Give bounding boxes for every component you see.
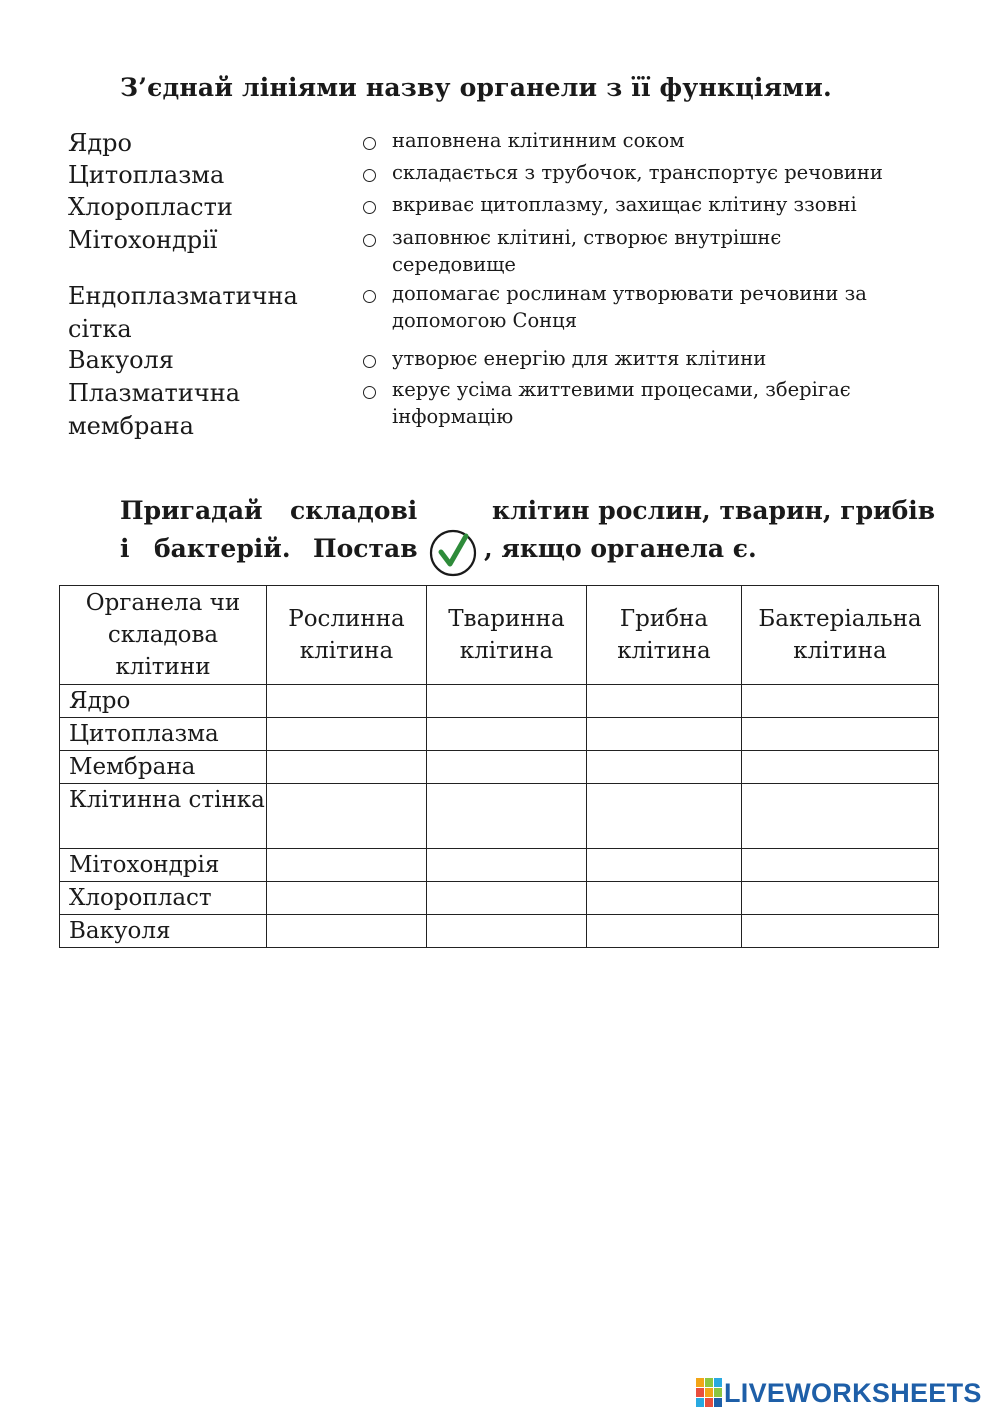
organelle-table xyxy=(59,585,939,948)
answer-cell[interactable] xyxy=(587,882,742,915)
answer-cell[interactable] xyxy=(427,882,587,915)
table-row xyxy=(60,718,939,751)
bullet-circle-icon[interactable] xyxy=(363,386,376,399)
table-row xyxy=(60,882,939,915)
function-item: наповнена клітинним соком xyxy=(392,129,685,152)
answer-cell[interactable] xyxy=(427,784,587,849)
bullet-circle-icon[interactable] xyxy=(363,169,376,182)
table-row xyxy=(60,751,939,784)
answer-cell[interactable] xyxy=(587,784,742,849)
header-organelle: Органела чи складова клітини xyxy=(60,586,267,685)
footer-brand xyxy=(696,1375,982,1411)
answer-cell[interactable] xyxy=(427,718,587,751)
answer-cell[interactable] xyxy=(267,849,427,882)
task2-word: клітин рослин, тварин, грибів xyxy=(492,496,936,525)
bullet-circle-icon[interactable] xyxy=(363,234,376,247)
answer-cell[interactable] xyxy=(587,751,742,784)
table-row xyxy=(60,685,939,718)
bullet-circle-icon[interactable] xyxy=(363,290,376,303)
function-item: складається з трубочок, транспортує речовини xyxy=(392,161,883,184)
answer-cell[interactable] xyxy=(427,685,587,718)
answer-cell[interactable] xyxy=(587,849,742,882)
answer-cell[interactable] xyxy=(587,915,742,948)
answer-cell[interactable] xyxy=(742,718,939,751)
bullet-circle-icon[interactable] xyxy=(363,355,376,368)
table-header-row xyxy=(60,586,939,685)
answer-cell[interactable] xyxy=(267,784,427,849)
answer-cell[interactable] xyxy=(742,849,939,882)
answer-cell[interactable] xyxy=(587,685,742,718)
task2-word: , якщо органела є. xyxy=(484,534,757,563)
answer-cell[interactable] xyxy=(742,915,939,948)
answer-cell[interactable] xyxy=(742,751,939,784)
header-plant-cell: Рослинна клітина xyxy=(267,586,427,685)
table-row xyxy=(60,915,939,948)
answer-cell[interactable] xyxy=(267,685,427,718)
row-label: Мембрана xyxy=(60,751,267,784)
task2-word: Пригадай xyxy=(120,496,263,525)
row-label: Мітохондрія xyxy=(60,849,267,882)
term-endoplasmic-reticulum: Ендоплазматична сітка xyxy=(68,282,298,343)
answer-cell[interactable] xyxy=(742,882,939,915)
row-label: Вакуоля xyxy=(60,915,267,948)
row-label: Цитоплазма xyxy=(60,718,267,751)
row-label: Ядро xyxy=(60,685,267,718)
term-chloroplasts: Хлоропласти xyxy=(68,193,233,221)
answer-cell[interactable] xyxy=(742,784,939,849)
function-item: керує усіма життевими процесами, зберігає інформацію xyxy=(392,378,851,428)
footer-brand-label: LIVEWORKSHEETS xyxy=(724,1377,982,1408)
table-row xyxy=(60,849,939,882)
bullet-circle-icon[interactable] xyxy=(363,201,376,214)
answer-cell[interactable] xyxy=(427,915,587,948)
function-item: допомагає рослинам утворювати речовини за допомогою Сонця xyxy=(392,282,867,332)
answer-cell[interactable] xyxy=(267,882,427,915)
answer-cell[interactable] xyxy=(742,685,939,718)
checkmark-icon xyxy=(428,528,478,578)
header-bacterial-cell: Бактеріальна клітина xyxy=(742,586,939,685)
header-animal-cell: Тваринна клітина xyxy=(427,586,587,685)
function-item: вкриває цитоплазму, захищає клітину ззовні xyxy=(392,193,857,216)
liveworksheets-logo-icon xyxy=(696,1378,722,1408)
answer-cell[interactable] xyxy=(267,718,427,751)
row-label: Клітинна стінка xyxy=(60,784,267,849)
row-label: Хлоропласт xyxy=(60,882,267,915)
answer-cell[interactable] xyxy=(427,751,587,784)
term-mitochondria: Мітохондрії xyxy=(68,226,218,254)
term-plasma-membrane: Плазматична мембрана xyxy=(68,379,240,440)
term-vacuole: Вакуоля xyxy=(68,346,174,374)
task2-word: і xyxy=(120,534,130,563)
answer-cell[interactable] xyxy=(427,849,587,882)
task2-word: бактерій. xyxy=(154,534,291,563)
term-cytoplasm: Цитоплазма xyxy=(68,161,225,189)
header-fungal-cell: Грибна клітина xyxy=(587,586,742,685)
task2-word: складові xyxy=(290,496,418,525)
function-item: заповнює клітині, створює внутрішнє середовище xyxy=(392,226,782,276)
task2-word: Постав xyxy=(313,534,418,563)
answer-cell[interactable] xyxy=(267,915,427,948)
answer-cell[interactable] xyxy=(587,718,742,751)
answer-cell[interactable] xyxy=(267,751,427,784)
function-item: утворює енергію для життя клітини xyxy=(392,347,767,370)
bullet-circle-icon[interactable] xyxy=(363,137,376,150)
table-row xyxy=(60,784,939,849)
term-nucleus: Ядро xyxy=(68,129,132,157)
task1-heading: З’єднай лініями назву органели з її функціями. xyxy=(120,73,832,102)
